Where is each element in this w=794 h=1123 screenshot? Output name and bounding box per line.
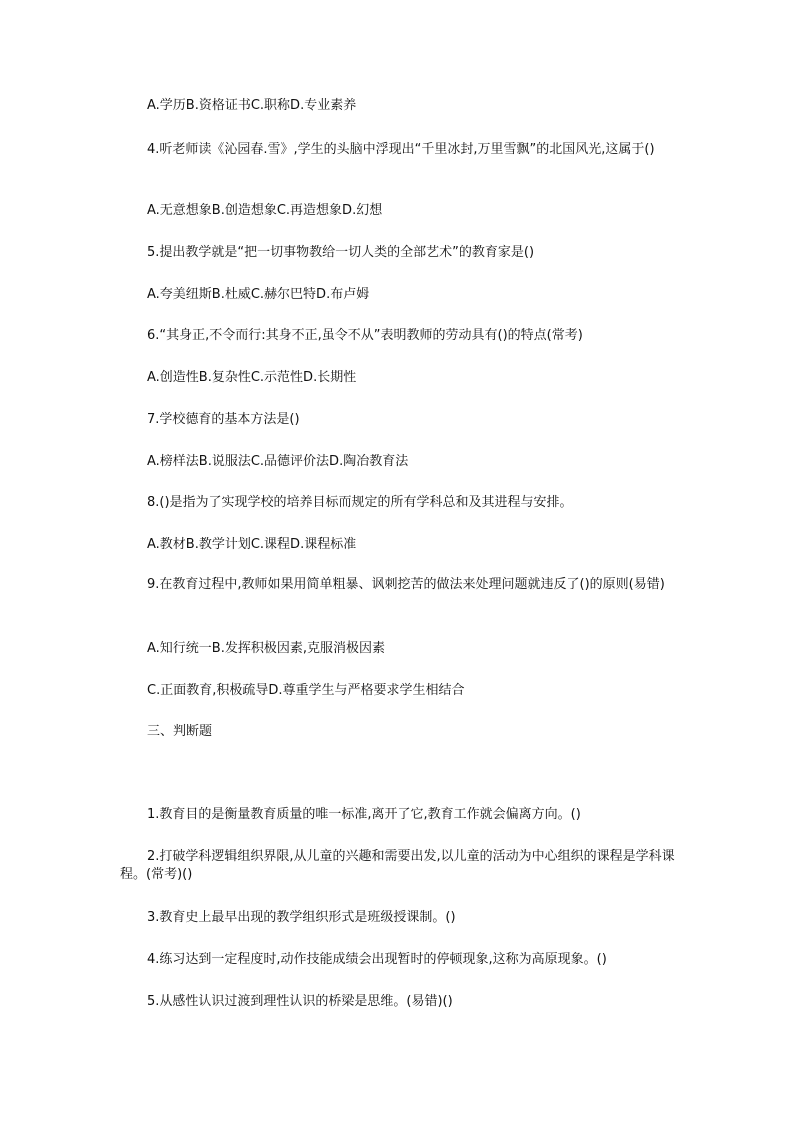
section-heading: 三、判断题: [147, 724, 213, 739]
judgment-3: 3.教育史上最早出现的教学组织形式是班级授课制。(): [147, 910, 456, 925]
question-4: 4.听老师读《沁园春.雪》,学生的头脑中浮现出“千里冰封,万里雪飘”的北国风光,这属于(): [147, 142, 655, 157]
option-line-q9-b: C.正面教育,积极疏导D.尊重学生与严格要求学生相结合: [147, 683, 465, 698]
option-line-q6: A.创造性B.复杂性C.示范性D.长期性: [147, 370, 357, 385]
option-line-q3: A.学历B.资格证书C.职称D.专业素养: [147, 98, 357, 113]
question-5: 5.提出教学就是“把一切事物教给一切人类的全部艺术”的教育家是(): [147, 245, 535, 260]
judgment-2: 2.打破学科逻辑组织界限,从儿童的兴趣和需要出发,以儿童的活动为中心组织的课程是学科课程。(常考)(): [120, 849, 675, 882]
judgment-1: 1.教育目的是衡量教育质量的唯一标准,离开了它,教育工作就会偏离方向。(): [147, 807, 581, 822]
question-7: 7.学校德育的基本方法是(): [147, 412, 300, 427]
judgment-4: 4.练习达到一定程度时,动作技能成绩会出现暂时的停顿现象,这称为高原现象。(): [147, 952, 607, 967]
question-9: 9.在教育过程中,教师如果用简单粗暴、讽刺挖苦的做法来处理问题就违反了()的原则(易错): [147, 577, 665, 592]
judgment-5: 5.从感性认识过渡到理性认识的桥梁是思维。(易错)(): [147, 994, 453, 1009]
option-line-q5: A.夸美纽斯B.杜威C.赫尔巴特D.布卢姆: [147, 287, 370, 302]
option-line-q8: A.教材B.教学计划C.课程D.课程标准: [147, 537, 357, 552]
question-6: 6.“其身正,不令而行:其身不正,虽令不从”表明教师的劳动具有()的特点(常考): [147, 328, 583, 343]
option-line-q7: A.榜样法B.说服法C.品德评价法D.陶冶教育法: [147, 454, 409, 469]
option-line-q9-a: A.知行统一B.发挥积极因素,克服消极因素: [147, 641, 385, 656]
option-line-q4: A.无意想象B.创造想象C.再造想象D.幻想: [147, 203, 383, 218]
question-8: 8.()是指为了实现学校的培养目标而规定的所有学科总和及其进程与安排。: [147, 495, 573, 510]
